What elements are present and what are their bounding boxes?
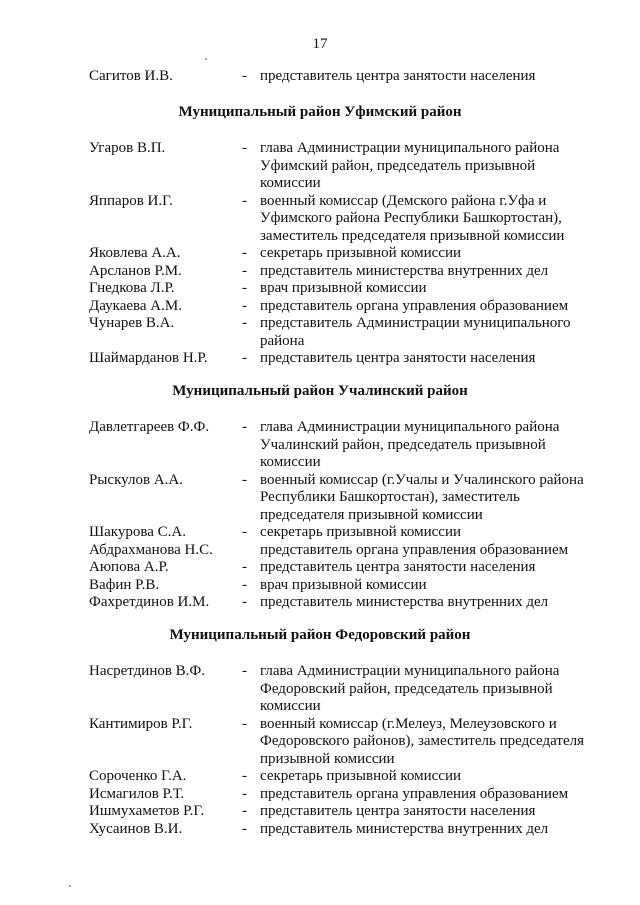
member-role-line: представитель министерства внутренних дел (260, 820, 549, 837)
member-role (260, 350, 590, 368)
scan-speck (205, 58, 207, 60)
member-dash: - (242, 280, 247, 296)
member-role-line: представитель центра занятости населения (260, 559, 536, 575)
member-role-line: района (260, 332, 305, 349)
member-role-line: комиссии (260, 175, 321, 191)
member-role-line: Республики Башкортостан), заместитель (260, 489, 520, 505)
member-dash: - (242, 419, 247, 435)
member-dash: - (242, 245, 247, 261)
member-role (260, 542, 590, 560)
member-dash: - (242, 524, 247, 540)
member-role (260, 768, 590, 786)
member-name: Вафин Р.В. (89, 576, 160, 593)
scan-speck (69, 885, 71, 887)
member-role (260, 663, 590, 716)
member-role (260, 559, 590, 577)
member-name: Угаров В.П. (89, 140, 166, 156)
member-name: Кантимиров Р.Г. (89, 715, 193, 732)
member-role-line: комиссии (260, 454, 321, 470)
member-role (260, 577, 590, 595)
member-role (260, 68, 590, 86)
member-role-line: глава Администрации муниципального района (260, 419, 560, 435)
member-role-line: военный комиссар (г.Мелеуз, Мелеузовского и (260, 715, 557, 732)
member-role (260, 419, 590, 472)
member-role-line: Федоровский район, председатель призывной (260, 680, 553, 697)
member-role (260, 193, 590, 246)
member-role (260, 716, 590, 769)
member-dash: - (242, 576, 247, 593)
member-name: Фахретдинов И.М. (89, 594, 210, 610)
member-name: Яковлева А.А. (89, 245, 181, 261)
member-role-line: секретарь призывной комиссии (260, 524, 462, 540)
member-dash: - (242, 192, 247, 209)
member-role-line: заместитель председателя призывной комиссии (260, 227, 565, 244)
member-name: Насретдинов В.Ф. (89, 663, 206, 679)
member-role (260, 803, 590, 821)
member-name: Хусаинов В.И. (89, 820, 183, 837)
page-number: 17 (312, 36, 328, 52)
member-role-line: глава Администрации муниципального района (260, 140, 560, 156)
member-role (260, 472, 590, 525)
member-dash: - (242, 68, 247, 84)
member-name: Даукаева А.М. (89, 297, 182, 314)
member-role (260, 263, 590, 281)
member-name: Рыскулов А.А. (89, 471, 183, 488)
member-dash: - (242, 820, 247, 837)
member-dash: - (242, 768, 247, 784)
member-dash: - (242, 663, 247, 679)
member-role-line: представитель органа управления образованием (260, 297, 569, 314)
member-name: Гнедкова Л.Р. (89, 280, 175, 296)
section-heading: Муниципальный район Уфимский район (178, 104, 462, 120)
member-role-line: представитель министерства внутренних дел (260, 594, 549, 610)
member-role (260, 786, 590, 804)
member-name: Сагитов И.В. (89, 68, 173, 84)
member-role-line: Учалинский район, председатель призывной (260, 436, 546, 453)
member-role-line: глава Администрации муниципального района (260, 663, 560, 679)
member-name: Аюпова А.Р. (89, 559, 169, 575)
member-role-line: комиссии (260, 698, 321, 714)
member-role (260, 524, 590, 542)
member-role-line: секретарь призывной комиссии (260, 245, 462, 261)
member-role-line: представитель органа управления образованием (260, 541, 569, 558)
member-role (260, 821, 590, 839)
member-name: Яппаров И.Г. (89, 192, 173, 209)
member-dash: - (242, 350, 247, 366)
member-dash: - (242, 262, 247, 279)
member-dash: - (242, 140, 247, 156)
member-role-line: представитель центра занятости населения (260, 803, 536, 819)
member-role-line: представитель центра занятости населения (260, 350, 536, 366)
member-role (260, 298, 590, 316)
member-dash: - (242, 715, 247, 732)
member-role (260, 245, 590, 263)
member-dash: - (242, 297, 247, 314)
member-role-line: представитель органа управления образованием (260, 785, 569, 802)
member-name: Арсланов Р.М. (89, 262, 182, 279)
member-name: Шакурова С.А. (89, 524, 186, 540)
member-role-line: Уфимского района Республики Башкортостан), (260, 210, 562, 226)
member-dash: - (242, 471, 247, 488)
member-role (260, 280, 590, 298)
member-dash: - (242, 785, 247, 802)
member-name: Чунарев В.А. (89, 315, 175, 331)
member-role-line: Уфимский район, председатель призывной (260, 157, 536, 174)
member-dash: - (242, 594, 247, 610)
member-name: Исмагилов Р.Т. (89, 785, 185, 802)
member-name: Сороченко Г.А. (89, 768, 187, 784)
member-name: Давлетгареев Ф.Ф. (89, 419, 210, 435)
member-role-line: председателя призывной комиссии (260, 506, 483, 523)
member-name: Абдрахманова Н.С. (89, 541, 213, 558)
member-role-line: врач призывной комиссии (260, 576, 427, 593)
member-role (260, 594, 590, 612)
member-role-line: военный комиссар (Демского района г.Уфа и (260, 192, 547, 209)
member-role-line: представитель министерства внутренних дел (260, 262, 549, 279)
member-role (260, 140, 590, 193)
member-dash: - (242, 803, 247, 819)
member-name: Ишмухаметов Р.Г. (89, 803, 205, 819)
section-heading: Муниципальный район Учалинский район (172, 383, 468, 399)
member-role-line: представитель Администрации муниципального (260, 315, 571, 331)
member-dash: - (242, 559, 247, 575)
member-role-line: военный комиссар (г.Учалы и Учалинского района (260, 471, 584, 488)
member-role-line: Федоровского районов), заместитель председателя (260, 733, 584, 749)
member-role-line: секретарь призывной комиссии (260, 768, 462, 784)
member-role (260, 315, 590, 350)
member-name: Шаймарданов Н.Р. (89, 350, 208, 366)
member-dash: - (242, 315, 247, 331)
member-role-line: представитель центра занятости населения (260, 68, 536, 84)
section-heading: Муниципальный район Федоровский район (169, 627, 471, 643)
member-role-line: врач призывной комиссии (260, 280, 427, 296)
member-role-line: призывной комиссии (260, 750, 395, 767)
